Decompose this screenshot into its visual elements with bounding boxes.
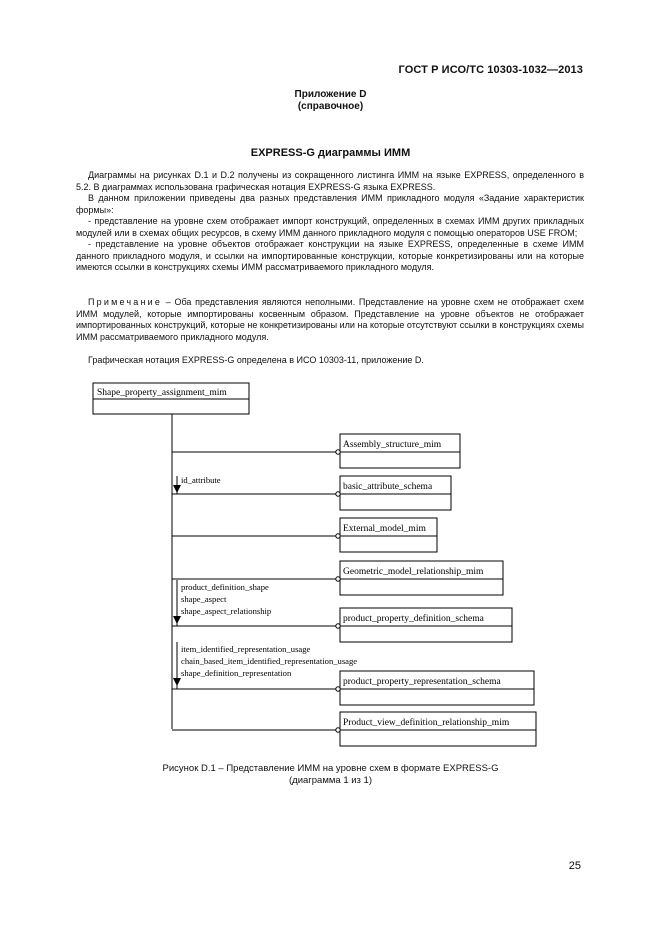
ref-label-ppds-2: shape_aspect_relationship: [181, 606, 272, 616]
paragraph-4: - представление на уровне объектов отображает конструкции на языке EXPRESS, определенные в схеме ИММ данного прикладного модуля, и ссылки на импортированные конструкции, которые конкретизированы или на которые имеются ссылки в конструкциях схемы ИММ рассматриваемого прикладного модуля.: [76, 239, 584, 272]
ref-label-id-attribute: id_attribute: [181, 475, 221, 485]
figure-caption-sub: (диаграмма 1 из 1): [289, 775, 372, 786]
note-text: – Оба представления являются неполными. Представление на уровне схем не отображает схем ИММ модулей, которые импортированы косвенным образом. Представление на уровне объектов не отображает импортированных конструкций, которые не конкретизированы или на которые отсутствуют ссылки в конструкциях схемы ИММ рассматриваемого прикладного модуля.: [76, 297, 584, 342]
paragraph-2: В данном приложении приведены два разных представления ИММ прикладного модуля «Задание характеристик формы»:: [76, 193, 584, 215]
ref-label-ppds-1: shape_aspect: [181, 594, 227, 604]
ref-label-ppds-0: product_definition_shape: [181, 582, 269, 592]
figure-caption: Рисунок D.1 – Представление ИММ на уровне схем в формате EXPRESS-G: [162, 763, 499, 774]
appendix-title: Приложение D: [294, 89, 367, 100]
arrow-pprs: [173, 678, 181, 686]
note-label: Примечание: [88, 297, 163, 307]
ref-label-pprs-2: shape_definition_representation: [181, 668, 292, 678]
arrow-ppds: [173, 616, 181, 624]
schema-label-0: Assembly_structure_mim: [343, 440, 442, 450]
appendix-subtitle: (справочное): [297, 101, 364, 112]
schema-label-6: Product_view_definition_relationship_mim: [343, 718, 510, 728]
paragraph-1: Диаграммы на рисунках D.1 и D.2 получены из сокращенного листинга ИММ на языке EXPRESS, определенного в 5.2. В диаграммах использована графическая нотация EXPRESS-G языка EXPRESS.: [76, 170, 584, 192]
schema-label-1: basic_attribute_schema: [343, 482, 433, 492]
arrow-basic: [173, 485, 181, 493]
schema-label-4: product_property_definition_schema: [343, 614, 484, 624]
page-number: 25: [568, 860, 581, 872]
paragraph-3: - представление на уровне схем отображает импорт конструкций, определенных в схемах ИММ других прикладных модулей или в схемах общих ресурсов, в схему ИММ данного прикладного модуля с помощью операторов USE FROM;: [76, 216, 584, 238]
section-title: EXPRESS-G диаграммы ИММ: [250, 147, 411, 159]
ref-label-pprs-1: chain_based_item_identified_representation_usage: [181, 656, 358, 666]
paragraph-5: Графическая нотация EXPRESS-G определена в ИСО 10303-11, приложение D.: [88, 355, 424, 365]
schema-label-2: External_model_mim: [343, 524, 426, 534]
schema-label-5: product_property_representation_schema: [343, 677, 501, 687]
schema-label-3: Geometric_model_relationship_mim: [343, 567, 484, 577]
ref-label-pprs-0: item_identified_representation_usage: [181, 644, 311, 654]
root-schema-label: Shape_property_assignment_mim: [97, 388, 227, 398]
document-code: ГОСТ Р ИСО/ТС 10303-1032—2013: [398, 64, 583, 76]
